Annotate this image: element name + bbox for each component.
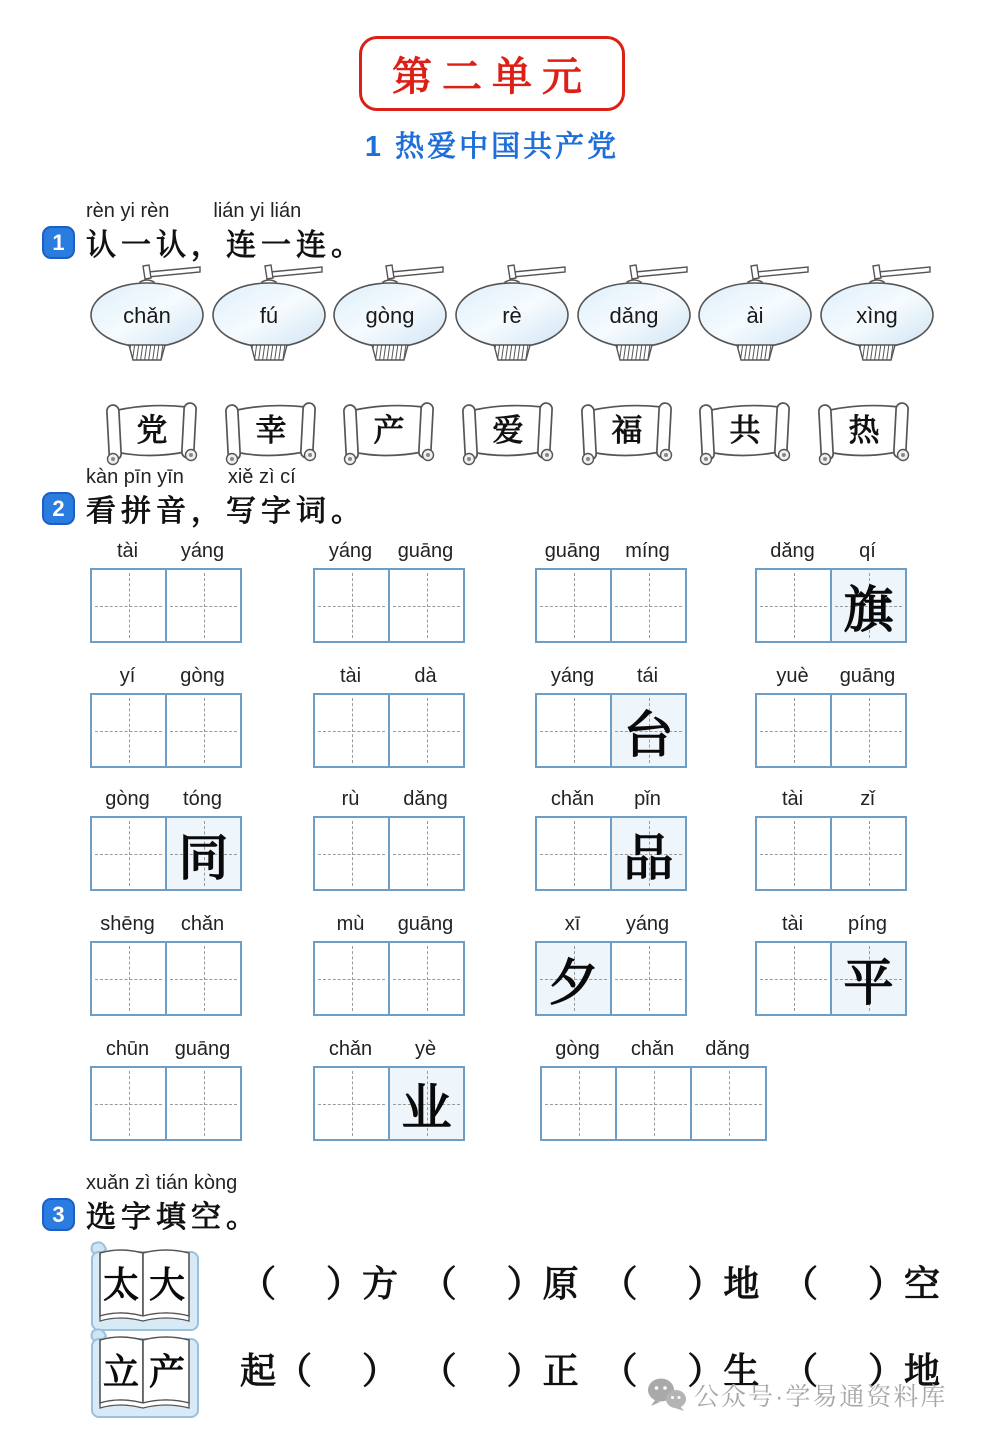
writing-cell[interactable]: [165, 943, 240, 1014]
writing-cell[interactable]: [315, 695, 388, 766]
fill-blank-item[interactable]: 起（ ）: [240, 1351, 399, 1391]
writing-grid: [755, 693, 907, 768]
pinyin-label: [535, 913, 687, 936]
fill-blank-item[interactable]: （ ）正: [420, 1351, 579, 1391]
pinyin-syllable: yuè: [776, 665, 809, 687]
writing-grid: [90, 941, 242, 1016]
scroll-icon: [695, 398, 795, 474]
pinyin-syllable: yí: [119, 665, 136, 687]
pinyin-syllable: yè: [414, 1038, 437, 1060]
pinyin-syllable: guāng: [839, 665, 896, 687]
prefilled-character: 品: [623, 829, 674, 886]
lantern-item-xìng[interactable]: [818, 260, 936, 367]
writing-cell[interactable]: [690, 1068, 765, 1139]
lantern-icon: [88, 260, 206, 362]
pinyin-label: [90, 665, 242, 688]
svg-text:产: 产: [373, 413, 405, 448]
pinyin-syllable: chǎn: [180, 913, 225, 935]
pinyin-syllable: dǎng: [705, 1038, 750, 1060]
writing-cell[interactable]: [830, 695, 905, 766]
writing-grid: [90, 816, 242, 891]
word-group-yáng-guāng: [313, 540, 465, 643]
word-group-shēng-chǎn: [90, 913, 242, 1016]
pinyin-syllable: guāng: [397, 540, 454, 562]
writing-cell[interactable]: [388, 695, 463, 766]
pinyin-label: [535, 665, 687, 688]
word-group-dǎng-qí: [755, 540, 907, 643]
pinyin-syllable: chǎn: [630, 1038, 675, 1060]
word-group-rù-dǎng: [313, 788, 465, 891]
pinyin-syllable: tài: [339, 665, 362, 687]
writing-cell[interactable]: [615, 1068, 690, 1139]
writing-cell[interactable]: [165, 818, 240, 889]
pinyin-label: [755, 913, 907, 936]
svg-text:ài: ài: [746, 303, 764, 328]
scroll-item-热[interactable]: [814, 398, 914, 479]
lantern-item-chǎn[interactable]: [88, 260, 206, 367]
pinyin-syllable: zǐ: [860, 788, 875, 810]
word-group-gòng-chǎn-dǎng: [540, 1038, 767, 1141]
writing-cell[interactable]: [537, 570, 610, 641]
exercise2-number-badge: 2: [42, 492, 75, 525]
word-group-tài-píng: [755, 913, 907, 1016]
lesson-title: 1 热爱中国共产党: [364, 131, 620, 163]
svg-text:立: 立: [102, 1352, 140, 1392]
watermark-text: 公众号·学易通资料库: [694, 1383, 948, 1411]
lantern-icon: [575, 260, 693, 362]
writing-cell[interactable]: [537, 695, 610, 766]
pinyin-syllable: mù: [336, 913, 365, 935]
word-group-tài-dà: [313, 665, 465, 768]
writing-cell[interactable]: [92, 818, 165, 889]
writing-grid: [313, 568, 465, 643]
prefilled-character: 台: [623, 706, 674, 763]
scroll-icon: [458, 398, 558, 474]
prefilled-character: 夕: [548, 954, 599, 1011]
writing-grid: [313, 1066, 465, 1141]
scroll-item-共[interactable]: [695, 398, 795, 479]
pinyin-syllable: chǎn: [328, 1038, 373, 1060]
pinyin-syllable: píng: [848, 913, 887, 935]
pinyin-syllable: rù: [341, 788, 360, 810]
lantern-item-gòng[interactable]: [331, 260, 449, 367]
writing-cell[interactable]: [537, 818, 610, 889]
svg-text:gòng: gòng: [365, 303, 415, 328]
writing-grid: [535, 941, 687, 1016]
writing-grid: [90, 568, 242, 643]
word-group-guāng-míng: [535, 540, 687, 643]
pinyin-label: [535, 540, 687, 563]
lantern-item-rè[interactable]: [453, 260, 571, 367]
word-group-yuè-guāng: [755, 665, 907, 768]
svg-text:爱: 爱: [492, 413, 524, 448]
pinyin-label: [313, 540, 465, 563]
pinyin-syllable: qí: [859, 540, 876, 562]
pinyin-syllable: pǐn: [634, 788, 661, 810]
scroll-item-福[interactable]: [577, 398, 677, 479]
exercise3-number-badge: 3: [42, 1198, 75, 1231]
word-group-tài-zǐ: [755, 788, 907, 891]
word-group-gòng-tóng: [90, 788, 242, 891]
prefilled-character: 同: [178, 829, 229, 886]
scroll-icon: [102, 398, 202, 474]
svg-text:产: 产: [148, 1352, 186, 1392]
writing-cell[interactable]: [388, 1068, 463, 1139]
pinyin-syllable: shēng: [100, 913, 155, 935]
writing-cell[interactable]: [537, 943, 610, 1014]
svg-text:福: 福: [611, 413, 643, 448]
writing-grid: [535, 568, 687, 643]
writing-cell[interactable]: [165, 695, 240, 766]
writing-cell[interactable]: [92, 943, 165, 1014]
pinyin-label: [90, 913, 242, 936]
svg-text:dǎng: dǎng: [609, 303, 659, 328]
writing-cell[interactable]: [757, 818, 830, 889]
writing-cell[interactable]: [757, 695, 830, 766]
writing-cell[interactable]: [92, 570, 165, 641]
pinyin-syllable: guāng: [544, 540, 601, 562]
writing-grid: [755, 816, 907, 891]
exercise1-instruction: 认一认，连一连。: [86, 229, 366, 262]
pinyin-syllable: yáng: [328, 540, 373, 562]
svg-text:太: 太: [102, 1265, 140, 1305]
pinyin-syllable: yáng: [625, 913, 670, 935]
pinyin-syllable: tài: [781, 788, 804, 810]
scroll-item-产[interactable]: [339, 398, 439, 479]
pinyin-syllable: míng: [625, 540, 670, 562]
writing-grid: [90, 693, 242, 768]
watermark-footer: [646, 1376, 947, 1414]
blank-row: [240, 1256, 940, 1307]
writing-cell[interactable]: [315, 1068, 388, 1139]
exercise2-pinyin-part1: kàn pīn yīn: [86, 466, 184, 488]
writing-grid: [755, 941, 907, 1016]
exercise1-pinyin-part2: lián yi lián: [213, 200, 302, 222]
writing-cell[interactable]: [542, 1068, 615, 1139]
svg-text:热: 热: [848, 413, 880, 448]
writing-grid: [313, 693, 465, 768]
choice-book-太大: [86, 1240, 204, 1339]
pinyin-label: [90, 788, 242, 811]
pinyin-syllable: yáng: [180, 540, 225, 562]
svg-text:共: 共: [729, 413, 761, 448]
pinyin-syllable: dà: [414, 665, 437, 687]
writing-cell[interactable]: [165, 570, 240, 641]
pinyin-syllable: yáng: [550, 665, 595, 687]
unit-title-box: [359, 36, 625, 111]
writing-cell[interactable]: [830, 943, 905, 1014]
pinyin-label: [755, 788, 907, 811]
lantern-item-ài[interactable]: [696, 260, 814, 367]
pinyin-label: [540, 1038, 767, 1061]
exercise2-instruction: 看拼音，写字词。: [86, 495, 366, 528]
pinyin-label: [313, 665, 465, 688]
word-group-chǎn-pǐn: [535, 788, 687, 891]
writing-cell[interactable]: [315, 943, 388, 1014]
fill-blank-item[interactable]: （ ）地: [601, 1264, 760, 1304]
writing-cell[interactable]: [830, 818, 905, 889]
pinyin-label: [755, 540, 907, 563]
writing-cell[interactable]: [757, 570, 830, 641]
pinyin-syllable: dǎng: [403, 788, 448, 810]
svg-text:chǎn: chǎn: [123, 303, 171, 328]
fill-blank-item[interactable]: （ ）方: [240, 1264, 399, 1304]
pinyin-label: [313, 788, 465, 811]
scroll-icon: [221, 398, 321, 474]
writing-cell[interactable]: [610, 570, 685, 641]
choice-book-立产: [86, 1327, 204, 1426]
writing-cell[interactable]: [315, 570, 388, 641]
svg-text:xìng: xìng: [856, 303, 898, 328]
lantern-row: [88, 260, 936, 367]
pinyin-label: [313, 1038, 465, 1061]
fill-blank-item[interactable]: （ ）空: [781, 1264, 940, 1304]
pinyin-syllable: tái: [636, 665, 659, 687]
writing-cell[interactable]: [757, 943, 830, 1014]
wechat-icon: [646, 1376, 688, 1414]
scroll-icon: [577, 398, 677, 474]
prefilled-character: 业: [401, 1079, 452, 1136]
lantern-icon: [818, 260, 936, 362]
pinyin-label: [535, 788, 687, 811]
pinyin-syllable: xī: [564, 913, 581, 935]
lantern-item-dǎng[interactable]: [575, 260, 693, 367]
lantern-item-fú[interactable]: [210, 260, 328, 367]
pinyin-syllable: dǎng: [770, 540, 815, 562]
pinyin-syllable: gòng: [555, 1038, 600, 1060]
exercise1-number-badge: 1: [42, 226, 75, 259]
svg-text:幸: 幸: [255, 413, 287, 448]
writing-cell[interactable]: [165, 1068, 240, 1139]
writing-cell[interactable]: [315, 818, 388, 889]
svg-text:党: 党: [136, 413, 168, 448]
word-group-yáng-tái: [535, 665, 687, 768]
writing-grid: [535, 816, 687, 891]
writing-grid: [540, 1066, 767, 1141]
svg-text:fú: fú: [259, 303, 278, 328]
writing-cell[interactable]: [388, 943, 463, 1014]
word-group-chūn-guāng: [90, 1038, 242, 1141]
svg-text:rè: rè: [502, 303, 522, 328]
scroll-item-爱[interactable]: [458, 398, 558, 479]
fill-blank-item[interactable]: （ ）原: [420, 1264, 579, 1304]
book-icon: [86, 1327, 204, 1421]
pinyin-syllable: guāng: [174, 1038, 231, 1060]
writing-cell[interactable]: [610, 943, 685, 1014]
pinyin-label: [755, 665, 907, 688]
pinyin-syllable: chǎn: [550, 788, 595, 810]
pinyin-label: [90, 1038, 242, 1061]
writing-cell[interactable]: [610, 818, 685, 889]
writing-cell[interactable]: [92, 695, 165, 766]
unit-title: 第二单元: [392, 54, 592, 99]
scroll-icon: [814, 398, 914, 474]
word-group-mù-guāng: [313, 913, 465, 1016]
lantern-icon: [696, 260, 814, 362]
lantern-icon: [331, 260, 449, 362]
exercise3-instruction: 选字填空。: [86, 1201, 261, 1234]
writing-grid: [535, 693, 687, 768]
pinyin-syllable: gòng: [105, 788, 150, 810]
exercise2-pinyin-part2: xiě zì cí: [227, 466, 296, 488]
writing-cell[interactable]: [610, 695, 685, 766]
exercise3-pinyin: xuǎn zì tián kòng: [86, 1172, 238, 1194]
word-group-tài-yáng: [90, 540, 242, 643]
pinyin-syllable: tóng: [183, 788, 222, 810]
writing-cell[interactable]: [388, 570, 463, 641]
pinyin-syllable: chūn: [105, 1038, 150, 1060]
scroll-icon: [339, 398, 439, 474]
pinyin-syllable: guāng: [397, 913, 454, 935]
pinyin-label: [90, 540, 242, 563]
writing-grid: [90, 1066, 242, 1141]
writing-grid: [313, 816, 465, 891]
pinyin-label: [313, 913, 465, 936]
prefilled-character: 平: [843, 954, 894, 1011]
pinyin-syllable: tài: [781, 913, 804, 935]
prefilled-character: 旗: [843, 581, 894, 638]
writing-cell[interactable]: [388, 818, 463, 889]
word-group-yí-gòng: [90, 665, 242, 768]
svg-text:大: 大: [148, 1265, 186, 1305]
writing-grid: [755, 568, 907, 643]
pinyin-syllable: tài: [116, 540, 139, 562]
exercise1-pinyin-part1: rèn yi rèn: [86, 200, 170, 222]
writing-cell[interactable]: [830, 570, 905, 641]
book-icon: [86, 1240, 204, 1334]
pinyin-syllable: gòng: [180, 665, 225, 687]
word-group-xī-yáng: [535, 913, 687, 1016]
word-group-chǎn-yè: [313, 1038, 465, 1141]
fill-blank-item[interactable]: （ ）生: [601, 1351, 760, 1391]
writing-cell[interactable]: [92, 1068, 165, 1139]
writing-grid: [313, 941, 465, 1016]
fill-blank-item[interactable]: （ ）地: [781, 1351, 940, 1391]
lantern-icon: [210, 260, 328, 362]
lantern-icon: [453, 260, 571, 362]
